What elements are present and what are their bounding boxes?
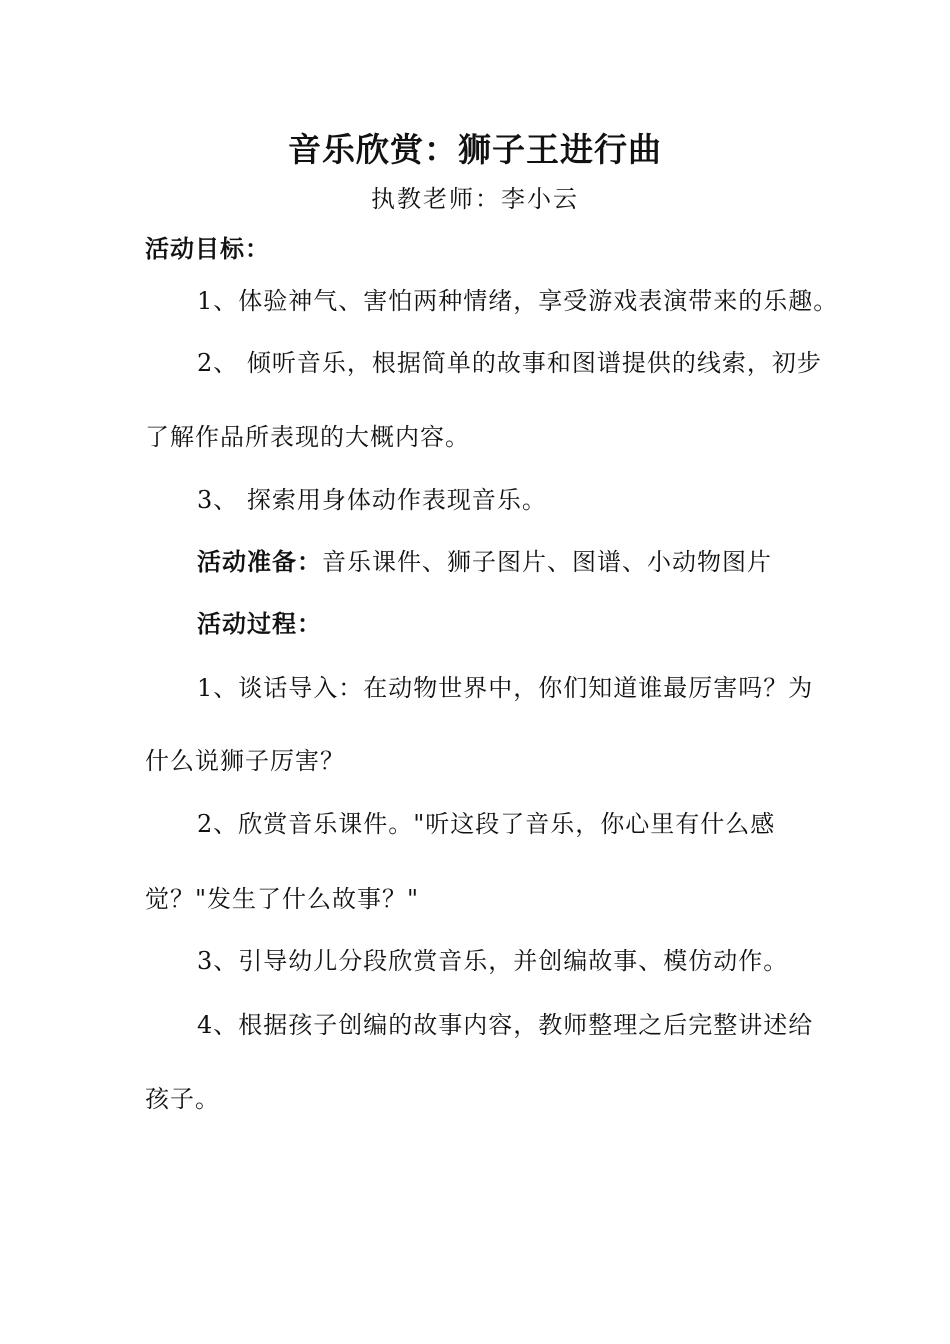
step-3: 3、引导幼儿分段欣赏音乐，并创编故事、模仿动作。 [197, 947, 789, 975]
step-1-line-2: 什么说狮子厉害？ [145, 747, 345, 775]
process-heading: 活动过程： [197, 610, 322, 638]
document-title: 音乐欣赏：狮子王进行曲 [288, 130, 662, 169]
step-4-line-1: 4、根据孩子创编的故事内容，教师整理之后完整讲述给 [197, 1011, 814, 1039]
teacher-line: 执教老师：李小云 [371, 185, 579, 213]
step-4-line-2: 孩子。 [145, 1085, 220, 1113]
goals-heading: 活动目标： [145, 235, 270, 263]
preparation-line [197, 546, 772, 578]
step-2-line-1: 2、欣赏音乐课件。"听这段了音乐，你心里有什么感 [197, 810, 776, 838]
goal-item-3: 3、 探索用身体动作表现音乐。 [197, 486, 547, 514]
preparation-label: 活动准备： [197, 548, 322, 576]
goal-item-2-line-1: 2、 倾听音乐，根据简单的故事和图谱提供的线索，初步 [197, 349, 822, 377]
step-1-line-1: 1、谈话导入：在动物世界中，你们知道谁最厉害吗？为 [197, 674, 814, 702]
goal-item-1: 1、体验神气、害怕两种情绪，享受游戏表演带来的乐趣。 [197, 287, 839, 315]
preparation-text: 音乐课件、狮子图片、图谱、小动物图片 [322, 548, 772, 576]
goal-item-2-line-2: 了解作品所表现的大概内容。 [145, 423, 470, 451]
step-2-line-2: 觉？"发生了什么故事？" [145, 885, 420, 913]
